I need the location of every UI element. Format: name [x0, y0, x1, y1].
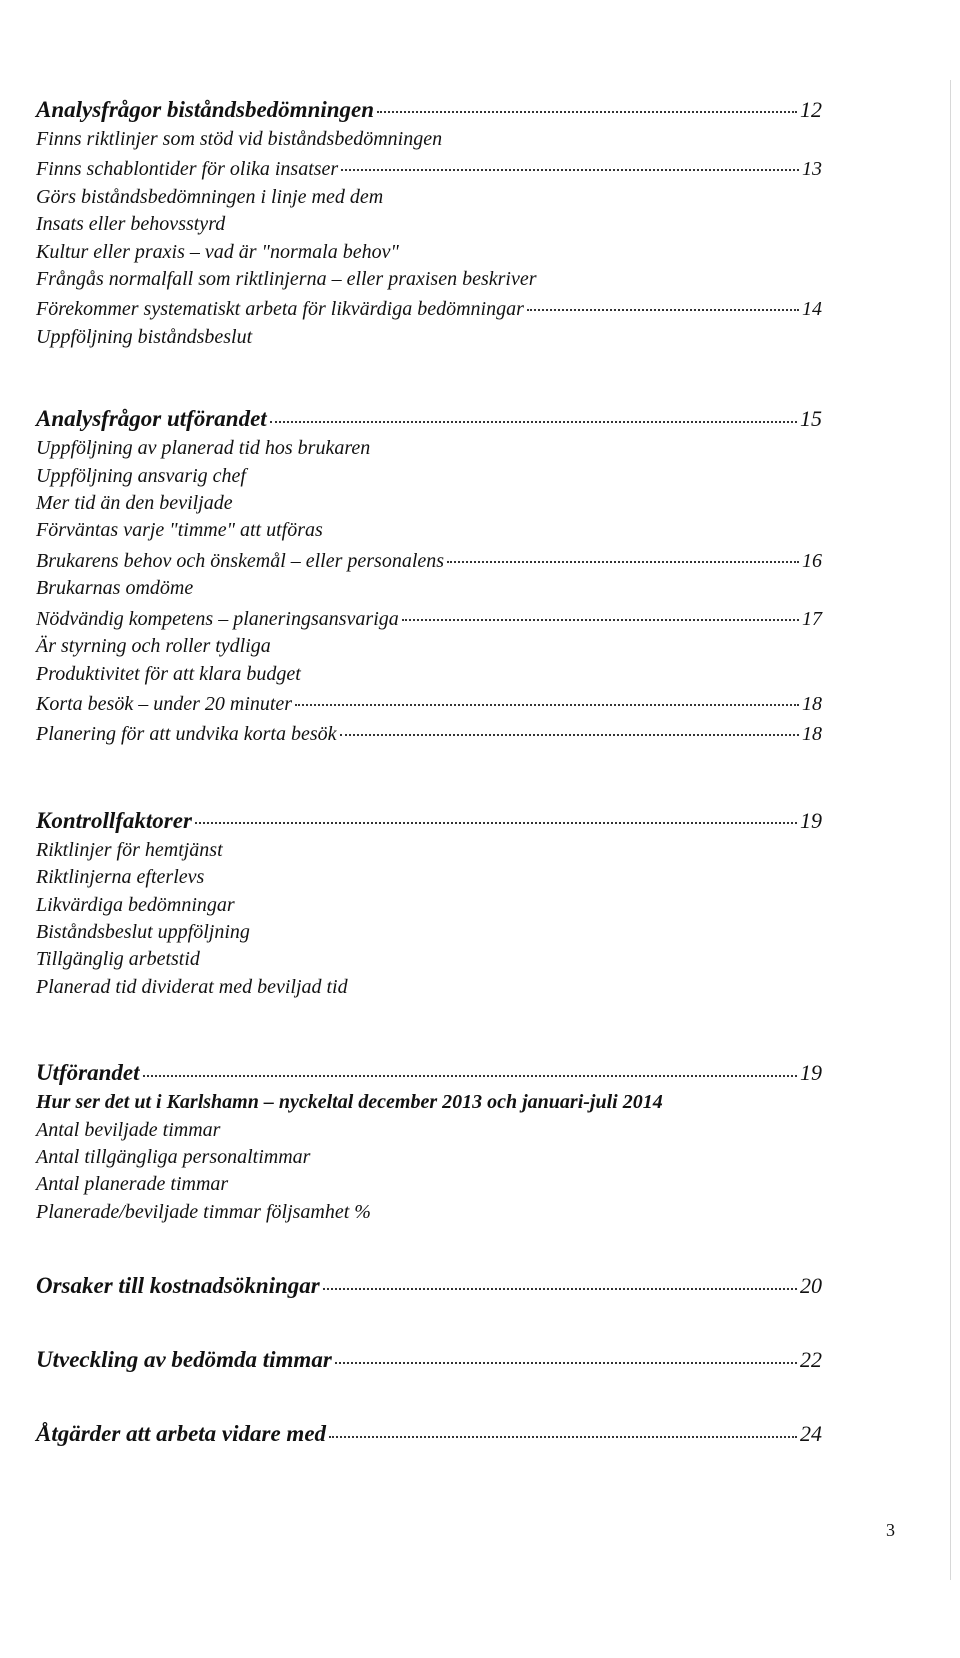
table-of-contents: [36, 92, 822, 1450]
toc-heading-label: Analysfrågor utförandet: [36, 406, 267, 432]
dot-leader: [270, 398, 797, 423]
toc-entry-label: Planerad tid dividerat med beviljad tid: [36, 975, 348, 998]
toc-heading-label: Åtgärder att arbeta vidare med: [36, 1421, 327, 1447]
toc-heading-page: 24: [800, 1421, 822, 1447]
toc-entry[interactable]: [36, 974, 822, 1001]
toc-entry-label: Riktlinjerna efterlevs: [36, 866, 205, 889]
toc-entry-label: Görs biståndsbedömningen i linje med dem: [36, 185, 384, 208]
toc-entry-label: Nödvändig kompetens – planeringsansvariga: [36, 607, 399, 630]
toc-entry[interactable]: [36, 435, 822, 462]
toc-entry[interactable]: [36, 490, 822, 517]
toc-heading[interactable]: [36, 401, 822, 435]
toc-entry-label: Antal planerade timmar: [36, 1173, 229, 1196]
toc-entry[interactable]: [36, 919, 822, 946]
toc-section-kontrollfaktorer: [36, 803, 822, 1001]
dot-leader: [402, 599, 799, 621]
toc-entry[interactable]: [36, 1144, 822, 1171]
toc-entry-label: Frångås normalfall som riktlinjerna – eller praxisen beskriver: [36, 268, 537, 291]
toc-entry-label: Förväntas varje "timme" att utföras: [36, 519, 323, 542]
toc-entry-label: Förekommer systematiskt arbeta för likvärdiga bedömningar: [36, 298, 524, 321]
toc-heading-orsaker[interactable]: [36, 1268, 822, 1302]
toc-entry[interactable]: [36, 211, 822, 238]
toc-entry-label: Riktlinjer för hemtjänst: [36, 838, 223, 861]
toc-entry-label: Uppföljning av planerad tid hos brukaren: [36, 437, 371, 460]
toc-section-utförandet: [36, 401, 822, 748]
dot-leader: [335, 1339, 797, 1364]
toc-entry[interactable]: [36, 184, 822, 211]
toc-entry-label: Finns riktlinjer som stöd vid biståndsbedömningen: [36, 128, 443, 150]
toc-heading-label: Analysfrågor biståndsbedömningen: [36, 97, 375, 122]
dot-leader: [195, 799, 797, 824]
toc-entry-page: 18: [802, 692, 822, 715]
toc-heading-atgarder[interactable]: [36, 1416, 822, 1450]
toc-section-biståndsbedömningen: [36, 92, 822, 351]
toc-entry[interactable]: [36, 1117, 822, 1144]
toc-entry[interactable]: [36, 293, 822, 323]
toc-heading-page: 19: [800, 1060, 822, 1086]
toc-heading-page: 22: [800, 1347, 822, 1373]
dot-leader: [341, 149, 799, 171]
toc-heading[interactable]: [36, 1055, 822, 1089]
dot-leader: [143, 1052, 798, 1077]
toc-entry[interactable]: [36, 545, 822, 575]
toc-subheading-label: Hur ser det ut i Karlshamn – nyckeltal december 2013 och januari-juli 2014: [36, 1091, 663, 1114]
toc-entry[interactable]: [36, 892, 822, 919]
toc-heading-page: 19: [800, 807, 822, 833]
toc-entry[interactable]: [36, 718, 822, 748]
toc-section-utförandet-nyckeltal: [36, 1055, 822, 1226]
page-number: 3: [886, 1520, 895, 1540]
toc-entry-label: Likvärdiga bedömningar: [36, 893, 235, 916]
toc-entry-label: Brukarnas omdöme: [36, 577, 194, 600]
toc-entry-page: 17: [802, 607, 822, 630]
toc-entry[interactable]: [36, 1171, 822, 1198]
toc-heading-page: 20: [800, 1273, 822, 1299]
dot-leader: [447, 541, 799, 563]
toc-entry-label: Är styrning och roller tydliga: [36, 635, 271, 658]
toc-entry-label: Uppföljning biståndsbeslut: [36, 325, 253, 348]
toc-entry-label: Planering för att undvika korta besök: [36, 723, 337, 746]
toc-entry[interactable]: [36, 463, 822, 490]
toc-entry-label: Produktivitet för att klara budget: [36, 662, 301, 685]
toc-entry[interactable]: [36, 864, 822, 891]
toc-entry[interactable]: [36, 946, 822, 973]
dot-leader: [527, 289, 799, 311]
toc-entry-label: Tillgänglig arbetstid: [36, 948, 200, 971]
toc-heading[interactable]: [36, 92, 822, 126]
toc-entry-label: Uppföljning ansvarig chef: [36, 464, 246, 487]
toc-entry[interactable]: [36, 324, 822, 351]
dot-leader: [323, 1265, 797, 1290]
toc-entry-page: 13: [802, 158, 822, 181]
toc-entry-page: 16: [802, 549, 822, 572]
toc-heading-page: 15: [800, 406, 822, 432]
toc-heading-label: Utförandet: [36, 1060, 140, 1086]
toc-entry-label: Mer tid än den beviljade: [36, 492, 233, 515]
toc-entry-page: 14: [802, 298, 822, 321]
toc-entry[interactable]: [36, 633, 822, 660]
toc-entry-label: Antal beviljade timmar: [36, 1118, 221, 1141]
toc-subheading[interactable]: [36, 1089, 822, 1116]
toc-heading-label: Kontrollfaktorer: [36, 807, 192, 833]
toc-entry[interactable]: [36, 153, 822, 183]
toc-entry-page: 18: [802, 723, 822, 746]
toc-heading-label: Orsaker till kostnadsökningar: [36, 1273, 320, 1299]
toc-entry[interactable]: [36, 603, 822, 633]
toc-entry-label: Brukarens behov och önskemål – eller personalens: [36, 549, 445, 572]
dot-leader: [340, 714, 799, 736]
toc-entry-label: Biståndsbeslut uppföljning: [36, 920, 250, 943]
toc-entry-label: Korta besök – under 20 minuter: [36, 692, 293, 715]
toc-entry-label: Kultur eller praxis – vad är "normala behov": [36, 240, 399, 263]
dot-leader: [295, 684, 799, 706]
toc-entry-label: Insats eller behovsstyrd: [36, 213, 226, 236]
dot-leader: [329, 1413, 797, 1438]
dot-leader: [377, 88, 797, 113]
toc-entry-label: Finns schablontider för olika insatser: [36, 158, 339, 181]
toc-entry-label: Antal tillgängliga personaltimmar: [36, 1145, 311, 1168]
toc-heading-label: Utveckling av bedömda timmar: [36, 1347, 332, 1373]
toc-heading[interactable]: [36, 803, 822, 837]
toc-entry-label: Planerade/beviljade timmar följsamhet %: [36, 1200, 371, 1223]
toc-entry[interactable]: [36, 837, 822, 864]
scan-edge-line: [950, 80, 951, 1580]
toc-entry[interactable]: [36, 239, 822, 266]
toc-heading-utveckling[interactable]: [36, 1342, 822, 1376]
toc-entry[interactable]: [36, 1199, 822, 1226]
toc-heading-page: 12: [800, 97, 822, 122]
